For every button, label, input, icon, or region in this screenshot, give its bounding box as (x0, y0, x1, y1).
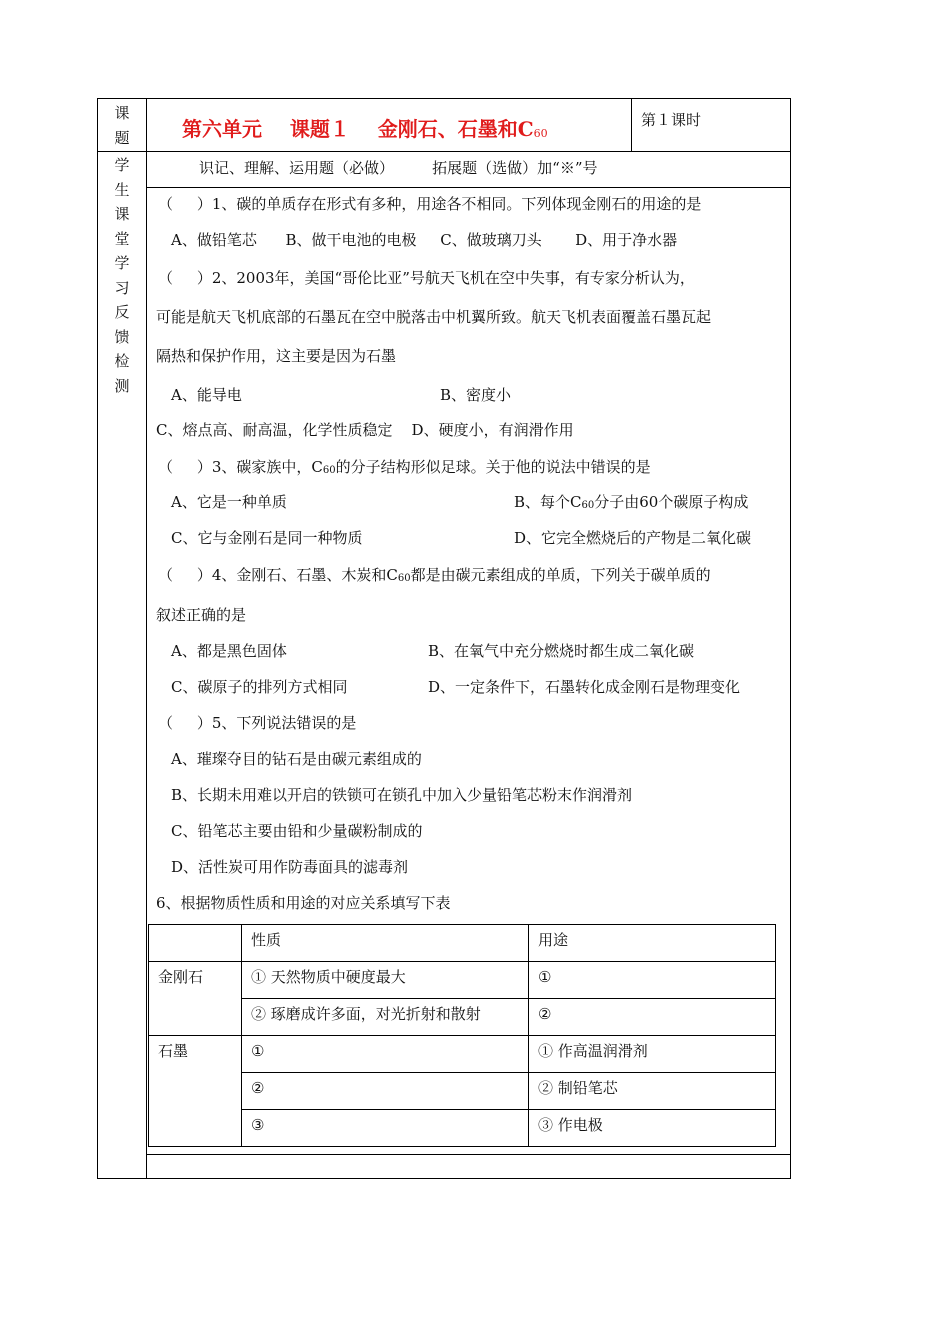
instructions: 识记、理解、运用题（必做） 拓展题（选做）加“※”号 (199, 159, 598, 177)
table-cell (149, 925, 242, 962)
properties-table (148, 924, 776, 1147)
question-3-option-c: C、它与金刚石是同一种物质 (171, 529, 363, 547)
question-5-option-c: C、铅笔芯主要由铅和少量碳粉制成的 (171, 822, 423, 840)
question-6: 6、根据物质性质和用途的对应关系填写下表 (156, 894, 451, 912)
table-cell: ① (529, 962, 776, 999)
table-cell: ② (529, 999, 776, 1036)
question-5: （ ）5、下列说法错误的是 (158, 714, 357, 732)
question-2-line-2: 可能是航天飞机底部的石墨瓦在空中脱落击中机翼所致。航天飞机表面覆盖石墨瓦起 (156, 308, 712, 326)
table-cell: ① 天然物质中硬度最大 (242, 962, 529, 999)
question-3: （ ）3、碳家族中，$C_{60}$的分子结构形似足球。关于他的说法中错误的是 (158, 458, 651, 476)
instructions-rule (146, 187, 790, 188)
period-divider (631, 99, 632, 151)
side-label-feedback: 学 生 课 堂 学 习 反 馈 检 测 (114, 156, 130, 395)
question-4-line-2: 叙述正确的是 (156, 606, 247, 624)
page-title: 第六单元 课题１ 金刚石、石墨和$C_{60}$ (182, 117, 548, 141)
table-row (149, 1073, 776, 1110)
table-cell: ② 制铅笔芯 (529, 1073, 776, 1110)
table-row (149, 1110, 776, 1147)
question-2-option-a: A、能导电 (171, 386, 242, 404)
question-4-option-b: B、在氧气中充分燃烧时都生成二氧化碳 (428, 642, 695, 660)
question-2-line-3: 隔热和保护作用，这主要是因为石墨 (156, 347, 397, 365)
question-2-options-cd: C、熔点高、耐高温，化学性质稳定 D、硬度小，有润滑作用 (156, 421, 574, 439)
table-header-use: 用途 (529, 925, 776, 962)
table-cell-graphite: 石墨 (149, 1036, 242, 1147)
question-3-option-a: A、它是一种单质 (171, 493, 287, 511)
question-5-option-b: B、长期未用难以开启的铁锁可在锁孔中加入少量铅笔芯粉末作润滑剂 (171, 786, 633, 804)
question-4-option-d: D、一定条件下，石墨转化成金刚石是物理变化 (428, 678, 741, 696)
lesson-period: 第１课时 (641, 111, 702, 129)
table-row (149, 962, 776, 999)
side-divider (146, 99, 147, 1178)
question-1-options: A、做铅笔芯 B、做干电池的电极 C、做玻璃刀头 D、用于净水器 (171, 231, 678, 249)
question-5-option-a: A、璀璨夺目的钻石是由碳元素组成的 (171, 750, 422, 768)
table-row (149, 925, 776, 962)
table-cell: ① (242, 1036, 529, 1073)
bottom-rule (146, 1154, 790, 1155)
question-5-option-d: D、活性炭可用作防毒面具的滤毒剂 (171, 858, 409, 876)
table-cell: ③ (242, 1110, 529, 1147)
worksheet-frame (97, 98, 791, 1179)
table-cell: ③ 作电极 (529, 1110, 776, 1147)
question-2-option-b: B、密度小 (440, 386, 512, 404)
question-4-option-c: C、碳原子的排列方式相同 (171, 678, 348, 696)
table-cell: ② 琢磨成许多面，对光折射和散射 (242, 999, 529, 1036)
question-3-option-d: D、它完全燃烧后的产物是二氧化碳 (514, 529, 752, 547)
question-1: （ ）1、碳的单质存在形式有多种，用途各不相同。下列体现金刚石的用途的是 (158, 195, 702, 213)
table-header-property: 性质 (242, 925, 529, 962)
table-cell-diamond: 金刚石 (149, 962, 242, 1036)
header-rule (98, 151, 790, 152)
table-row (149, 999, 776, 1036)
side-label-topic: 课 题 (114, 104, 130, 147)
question-3-option-b: B、每个$C_{60}$分子由60个碳原子构成 (514, 493, 749, 511)
table-cell: ① 作高温润滑剂 (529, 1036, 776, 1073)
question-4-line-1: （ ）4、金刚石、石墨、木炭和$C_{60}$都是由碳元素组成的单质，下列关于碳单质的 (158, 566, 711, 584)
question-4-option-a: A、都是黑色固体 (171, 642, 287, 660)
table-cell: ② (242, 1073, 529, 1110)
table-row (149, 1036, 776, 1073)
question-2-line-1: （ ）2、2003年，美国“哥伦比亚”号航天飞机在空中失事，有专家分析认为， (158, 269, 695, 287)
